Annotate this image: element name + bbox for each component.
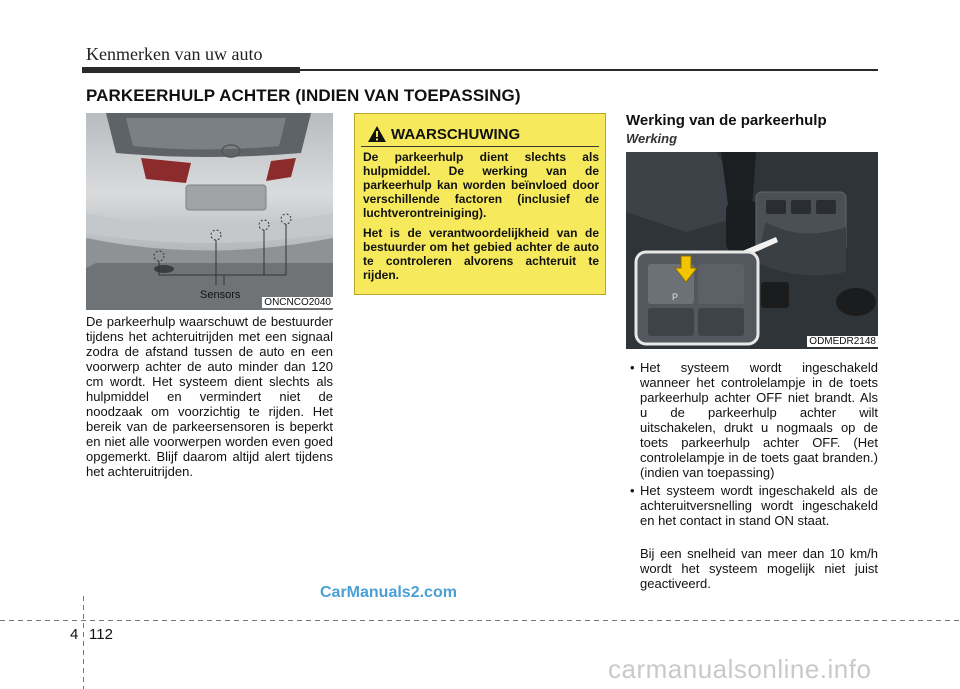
section-heading: PARKEERHULP ACHTER (INDIEN VAN TOEPASSING) xyxy=(86,86,521,105)
header-bar xyxy=(82,67,300,73)
header-title: Kenmerken van uw auto xyxy=(86,44,263,64)
list-item-note: Bij een snelheid van meer dan 10 km/h wordt het systeem mogelijk niet juist geactiveerd. xyxy=(640,546,878,591)
warning-title: WAARSCHUWING xyxy=(391,126,521,143)
parking-assist-off-button-illustration xyxy=(626,152,878,349)
svg-text:P: P xyxy=(672,292,679,302)
warning-box xyxy=(354,113,606,295)
figure-code-left: ONCNCO2040 xyxy=(264,297,331,308)
right-heading: Werking van de parkeerhulp xyxy=(626,112,827,129)
bullet-icon: • xyxy=(630,483,635,498)
figure-code-right: ODMEDR2148 xyxy=(809,336,876,347)
warning-triangle-icon xyxy=(367,125,387,143)
list-item xyxy=(626,360,878,480)
list-item-text: Het systeem wordt ingeschakeld wanneer het controlelampje in de toets parkeerhulp achter OFF niet brandt. Als u de parkeerhulp achter wilt uitschakelen, drukt u nogmaals op de toets parkeerhulp achter OFF. (Het controlelampje in de toets gaat branden.) (indien van toepassing) xyxy=(640,360,878,480)
warning-paragraph-2: Het is de verantwoordelijkheid van de bestuurder om het gebied achter de auto te controleren alvorens achteruit te rijden. xyxy=(363,226,599,282)
parking-button-figure xyxy=(626,152,878,349)
sensors-label: Sensors xyxy=(200,289,241,301)
footer-rule xyxy=(0,620,960,621)
left-paragraph: De parkeerhulp waarschuwt de bestuurder tijdens het achteruitrijden met een signaal zodra de afstand tussen de auto en een voorwerp achter de auto minder dan 120 cm wordt. Het systeem dient slechts als hulpmiddel en vermindert niet de noodzaak om voorzichtig te rijden. Het bereik van de parkeersensoren is beperkt en niet alle voorwerpen worden even goed opgemerkt. Blijf daarom altijd alert tijdens het achteruitrijden. xyxy=(86,314,333,479)
footer-divider xyxy=(83,596,84,689)
right-subheading: Werking xyxy=(626,131,678,146)
warning-divider xyxy=(361,146,599,147)
bullet-icon: • xyxy=(630,360,635,375)
warning-paragraph-1: De parkeerhulp dient slechts als hulpmiddel. De werking van de parkeerhulp kan worden beïnvloed door verschillende factoren (inclusief de luchtverontreiniging). xyxy=(363,150,599,220)
rear-bumper-sensors-illustration xyxy=(86,113,333,310)
list-item xyxy=(626,483,878,528)
header-rule xyxy=(300,69,878,71)
watermark-link[interactable]: CarManuals2.com xyxy=(320,584,457,601)
watermark-text: carmanualsonline.info xyxy=(608,654,872,684)
list-item-text: Het systeem wordt ingeschakeld als de achteruitversnelling wordt ingeschakeld en het contact in stand ON staat. xyxy=(640,483,878,528)
page-number: 112 xyxy=(89,626,113,643)
rear-bumper-figure xyxy=(86,113,333,310)
chapter-number: 4 xyxy=(70,626,79,643)
